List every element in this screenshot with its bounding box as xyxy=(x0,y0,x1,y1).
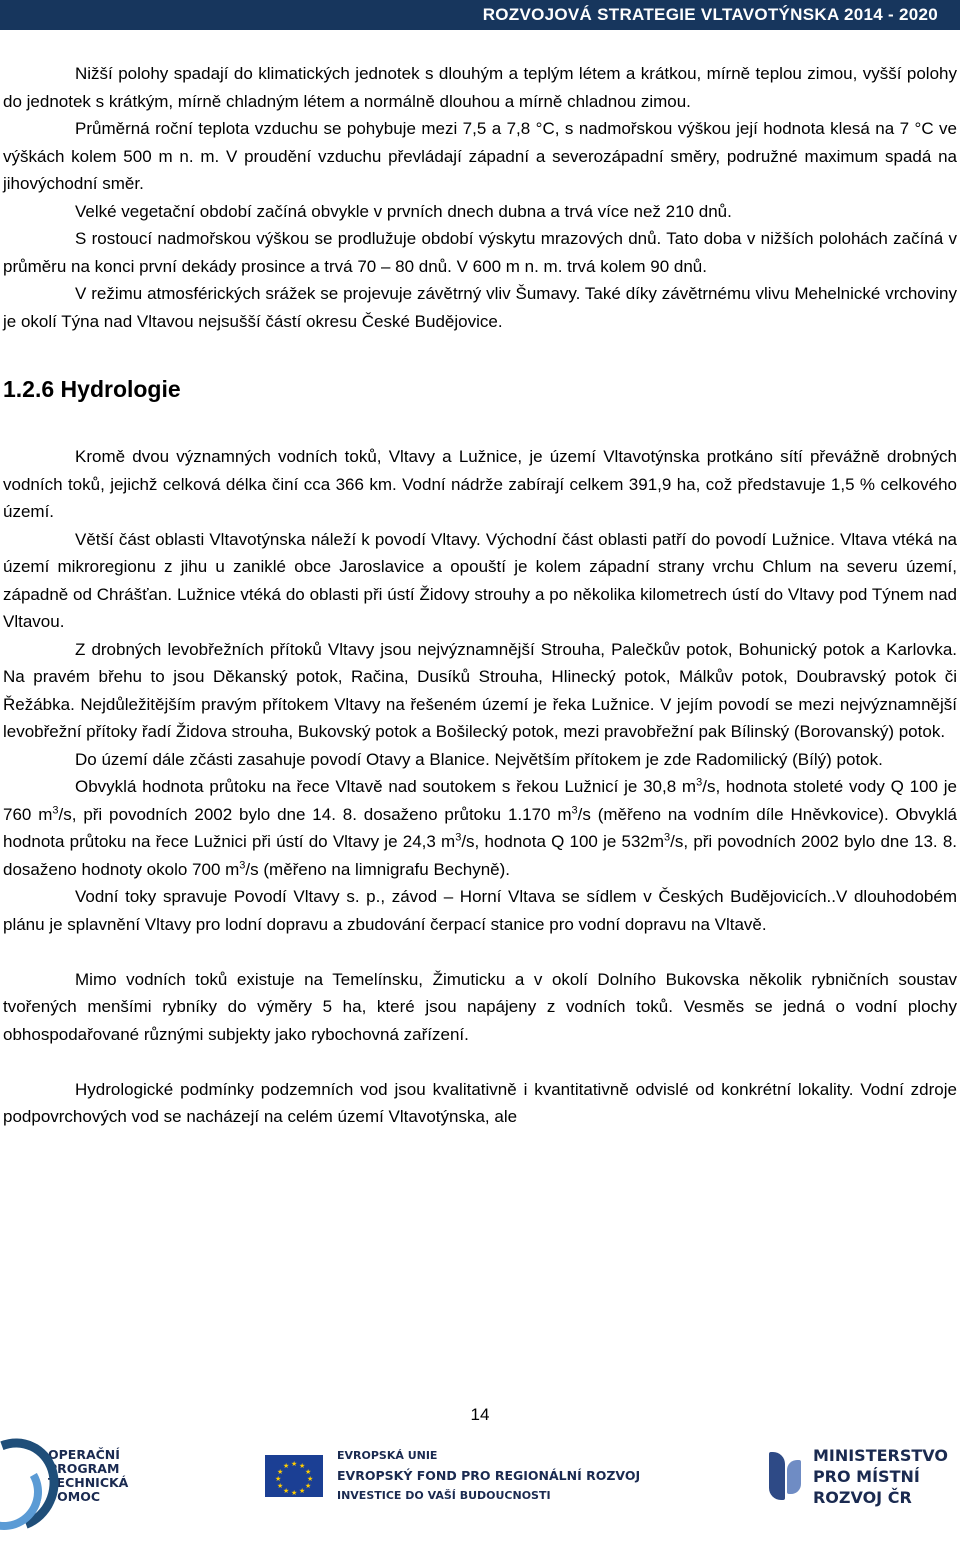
climate-paragraph: Nižší polohy spadají do klimatických jednotek s dlouhým a teplým létem a krátkou, mírně teplou zimou, vyšší polohy do jednotek s krátkým, mírně chladným létem a normálně dlouhou a mírně chladnou zimou. xyxy=(3,64,957,111)
hydro-paragraph: Větší část oblasti Vltavotýnska náleží k povodí Vltavy. Východní část oblasti patří do povodí Lužnice. Vltava vtéká na území mikroregionu z jihu u zaniklé obce Jaroslavice a opouští je kolem západní strany vrchu Chlum na severu území, západně od Chrášťan. Lužnice vtéká do oblasti při ústí Židovy strouhy a po několika kilometrech ústí do Vltavy pod Týnem nad Vltavou. xyxy=(3,529,957,631)
eu-line: EVROPSKÝ FOND PRO REGIONÁLNÍ ROZVOJ xyxy=(337,1468,641,1483)
eu-logo xyxy=(265,1432,640,1520)
mmr-logo xyxy=(769,1432,948,1520)
oppt-line: OPERAČNÍ xyxy=(48,1447,120,1462)
eu-line: EVROPSKÁ UNIE xyxy=(337,1449,438,1462)
flow-text: /s, hodnota Q 100 je 532m xyxy=(461,832,665,851)
flow-text: /s (měřeno na limnigrafu Bechyně). xyxy=(245,859,510,879)
hydro-paragraph: Hydrologické podmínky podzemních vod jsou kvalitativně i kvantitativně odvislé od konkrétní lokality. Vodní zdroje podpovrchových vod se nacházejí na celém území Vltavotýnska, ale xyxy=(3,1079,957,1126)
flow-text: /s, při povodních 2002 bylo dne 14. 8. dosaženo průtoku 1.170 m xyxy=(58,804,572,824)
section-heading: 1.2.6 Hydrologie xyxy=(3,376,181,402)
climate-paragraph: Velké vegetační období začíná obvykle v prvních dnech dubna a trvá více než 210 dnů. xyxy=(75,201,732,221)
hydro-paragraph: Do území dále zčásti zasahuje povodí Otavy a Blanice. Největším přítokem je zde Radomilický (Bílý) potok. xyxy=(75,749,883,769)
superscript: 3 xyxy=(52,803,59,816)
flow-text: /s (měřeno na vodním díle Hněvkovice). Obvyklá hodnota průtoku na řece Lužnici při ústí do Vltavy je 24,3 m xyxy=(3,804,957,851)
eu-logo-text xyxy=(337,1446,640,1506)
superscript: 3 xyxy=(571,803,578,816)
mmr-emblem-icon xyxy=(769,1450,803,1502)
paragraph-gap xyxy=(3,1048,957,1076)
eu-flag-icon: ★ ★ ★ ★ ★ ★ ★ ★ ★ ★ ★ ★ xyxy=(265,1455,323,1497)
superscript: 3 xyxy=(664,831,671,844)
footer-logos xyxy=(0,1432,960,1520)
oppt-logo xyxy=(0,1432,190,1520)
flow-text: /s, při povodních 2002 bylo dne 13. 8. dosaženo hodnoty okolo 700 m xyxy=(3,832,958,879)
superscript: 3 xyxy=(239,858,246,871)
paragraph-gap xyxy=(3,938,957,966)
flow-text: Obvyklá hodnota průtoku na řece Vltavě nad soutokem s řekou Lužnicí je 30,8 m xyxy=(75,777,697,796)
hydro-paragraph: Vodní toky spravuje Povodí Vltavy s. p., závod – Horní Vltava se sídlem v Českých Budějovicích..V dlouhodobém plánu je splavnění Vltavy pro lodní dopravu a zbudování čerpací stanice pro vodní dopravu na Vltavě. xyxy=(3,887,957,934)
mmr-line: PRO MÍSTNÍ xyxy=(812,1466,920,1486)
eu-line: INVESTICE DO VAŠÍ BUDOUCNOSTI xyxy=(337,1489,551,1502)
hydro-paragraph: Kromě dvou významných vodních toků, Vltavy a Lužnice, je území Vltavotýnska protkáno sítí převážně drobných vodních toků, jejichž celková délka činí cca 366 km. Vodní nádrže zabírají celkem 391,9 ha, což představuje 1,5 % celkového území. xyxy=(3,447,957,521)
oppt-line: POMOC xyxy=(48,1489,101,1504)
hydro-paragraph: Z drobných levobřežních přítoků Vltavy jsou nejvýznamnější Strouha, Palečkův potok, Bohunický potok a Karlovka. Na pravém břehu to jsou Děkanský potok, Račina, Dusíků Strouha, Hlinecký potok, Málkův potok, Doubravský potok či Řežábka. Nejdůležitějším pravým přítokem Vltavy na řešeném území je řeka Lužnice. V jejím povodí se mezi nejvýznamnější levobřežní přítoky řadí Židova strouha, Bukovský potok a Bošilecký potok, mezi pravobřežní pak Bílinský (Borovanský) potok. xyxy=(3,639,957,741)
flow-text: /s, hodnota stoleté vody Q 100 je 760 m xyxy=(3,777,957,824)
climate-paragraph: Průměrná roční teplota vzduchu se pohybuje mezi 7,5 a 7,8 °C, s nadmořskou výškou její hodnota klesá na 7 °C ve výškách kolem 500 m n. m. V proudění vzduchu převládají západní a severozápadní směry, podružné maximum spadá na jihovýchodní směr. xyxy=(3,119,957,193)
oppt-line: TECHNICKÁ xyxy=(48,1475,129,1490)
superscript: 3 xyxy=(455,831,462,844)
document-header: ROZVOJOVÁ STRATEGIE VLTAVOTÝNSKA 2014 - 2020 xyxy=(0,0,960,30)
climate-paragraph: V režimu atmosférických srážek se projevuje závětrný vliv Šumavy. Také díky závětrnému vlivu Mehelnické vrchoviny je okolí Týna nad Vltavou nejsušší částí okresu České Budějovice. xyxy=(3,284,957,331)
oppt-logo-text xyxy=(48,1448,128,1504)
document-body xyxy=(3,60,957,1131)
mmr-line: ROZVOJ ČR xyxy=(812,1487,912,1507)
page-number: 14 xyxy=(470,1405,490,1424)
mmr-line: MINISTERSTVO xyxy=(812,1445,948,1465)
mmr-logo-text xyxy=(813,1445,948,1508)
oppt-swoosh-icon xyxy=(0,1432,48,1520)
hydro-paragraph: Mimo vodních toků existuje na Temelínsku, Žimuticku a v okolí Dolního Bukovska několik rybničních soustav tvořených menšími rybníky do výměry 5 ha, které jsou napájeny z vodních toků. Vesměs se jedná o vodní plochy obhospodařované různými subjekty jako rybochovná zařízení. xyxy=(3,969,957,1044)
climate-paragraph: S rostoucí nadmořskou výškou se prodlužuje období výskytu mrazových dnů. Tato doba v nižších polohách začíná v průměru na konci první dekády prosince a trvá 70 – 80 dnů. V 600 m n. m. trvá kolem 90 dnů. xyxy=(3,229,957,276)
hydro-flow-paragraph xyxy=(3,773,957,883)
superscript: 3 xyxy=(696,776,703,789)
oppt-line: PROGRAM xyxy=(48,1461,120,1476)
